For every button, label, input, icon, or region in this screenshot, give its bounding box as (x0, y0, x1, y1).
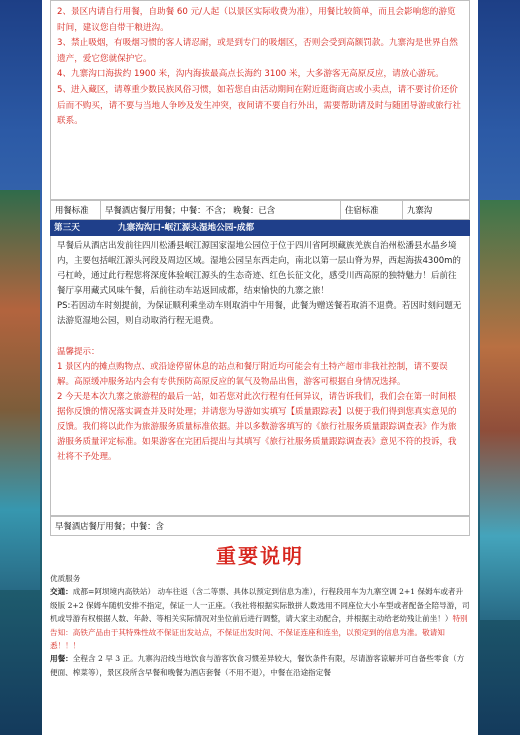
tips-title: 温馨提示： (57, 347, 100, 357)
day-title: 九寨沟沟口-岷江源头湿地公园-成都 (118, 223, 255, 233)
meal-standard-row (50, 200, 470, 220)
traffic-paragraph (50, 585, 470, 652)
scenery-right (480, 200, 520, 620)
service-heading: 优质服务 (50, 574, 81, 583)
tip-2: 2 今天是本次九寨之旅游程的最后一站，如若您对此次行程有任何异议，请告诉我们，我们会在第一时间根据你反馈的情况落实调查并及时处理；并请您为导游如实填写【质量跟踪表】以便于我们得到您真实意见的反馈。我们将以此作为旅游服务质量标准依据。并以多数游客填写的《旅行社服务质量跟踪调查表》作为旅游服务质量评定标准。如果游客在完团后提出与其填写《旅行社服务质量跟踪调查表》意见不符的投诉，我社将不予处理。 (57, 392, 457, 462)
meal-value: 早餐酒店餐厅用餐；中餐：不含； 晚餐：已含 (101, 201, 341, 219)
traffic-red: 特别告知：高铁产品由于其特殊性故不保证出发站点，不保证出发时间、不保证连座和连坐，以预定到的信息为准。敬请知悉！！！ (50, 614, 468, 651)
traffic-label: 交通： (50, 587, 73, 597)
scenery-left (0, 190, 40, 590)
important-title: 重要说明 (216, 544, 304, 568)
meal-paragraph (50, 652, 470, 679)
hotel-label: 住宿标准 (341, 201, 403, 219)
note-3: 3、禁止吸烟，有吸烟习惯的客人请忍耐，或是到专门的吸烟区，否则会受到高额罚款。九寨沟是世界自然遗产，爱它您就保护它。 (57, 38, 458, 64)
meal-row-day3: 早餐酒店餐厅用餐；中餐：含 (50, 516, 470, 536)
day-desc-1: 早餐后从酒店出发前往四川松潘县岷江源国家湿地公园位于位于四川省阿坝藏族羌族自治州松潘县水晶乡境内，主要包括岷江源头河段及周边区域。湿地公园呈东西走向，南北以第一层山脊为界，西起海拔4300m的弓杠岭，通过此行程您将深度体验岷江源头的生态奇迹、红色长征文化，感受川西高原的独特魅力！后前往餐厅享用藏式风味午餐，后前往动车站返回成都，结束愉快的九寨之旅！ (57, 241, 461, 296)
meal-label-bottom: 用餐： (50, 654, 73, 664)
day-description-box (50, 236, 470, 516)
note-4: 4、九寨沟口海拔约 1900 米，沟内海拔最高点长海约 3100 米，大多游客无高原反应，请放心游玩。 (57, 69, 444, 80)
day-number: 第三天 (54, 223, 80, 233)
notes-box (50, 0, 470, 200)
important-section (50, 572, 470, 679)
meal-label: 用餐标准 (51, 201, 101, 219)
meal-text-bottom: 全程含 2 早 3 正。九寨沟沿线当地饮食与游客饮食习惯差异较大，餐饮条件有限，尽请游客谅解并可自备些零食（方便面、榨菜等），景区段所含早餐和晚餐为酒店套餐（不用不退），中餐在沿途指定餐 (50, 654, 465, 677)
day-header (50, 220, 470, 236)
traffic-text: 成都=阿坝境内高铁站） 动车往返（含二等票、具体以预定到信息为准），行程段用车为九寨空调 2+1 保姆车或者升级版 2+2 保姆车随机安排不指定，保证一人一正座。（我社将根据实际散拼人数选用不同座位大小车型或者配备全陪导游，司机或导游有权根据人数、年龄、等相关实际情况对坐位前后进行调整，请大家主动配合，并根据主动给老幼残让前坐！） (50, 587, 470, 624)
tip-1: 1 景区内的摊点购物点、或沿途停留休息的站点和餐厅附近均可能会有土特产超市非我社控制，请不要误解。高原缓冲服务站内会有专供预防高原反应的氧气及物品出售，游客可根据自身情况选择。 (57, 362, 448, 387)
hotel-value: 九寨沟 (407, 205, 433, 215)
note-5: 5、进入藏区，请尊重少数民族风俗习惯，如若您自由活动期间在附近逛街商店或小卖点，请不要讨价还价后而不购买，请不要与当地人争吵及发生冲突，夜间请不要自行外出，需要帮助请及时与随团导游或旅行社联系。 (57, 84, 461, 127)
day-desc-2: PS:若因动车时刻提前，为保证顺利乘坐动车则取消中午用餐，此餐为赠送餐若取消不退费。若因时刻问题无法游览湿地公园，则自动取消行程无退费。 (57, 301, 462, 326)
note-2: 2、景区内请自行用餐，自助餐 60 元/人起（以景区实际收费为准），用餐比较简单，而且会影响您的游览时间，建议您自带干粮进沟。 (57, 7, 456, 33)
